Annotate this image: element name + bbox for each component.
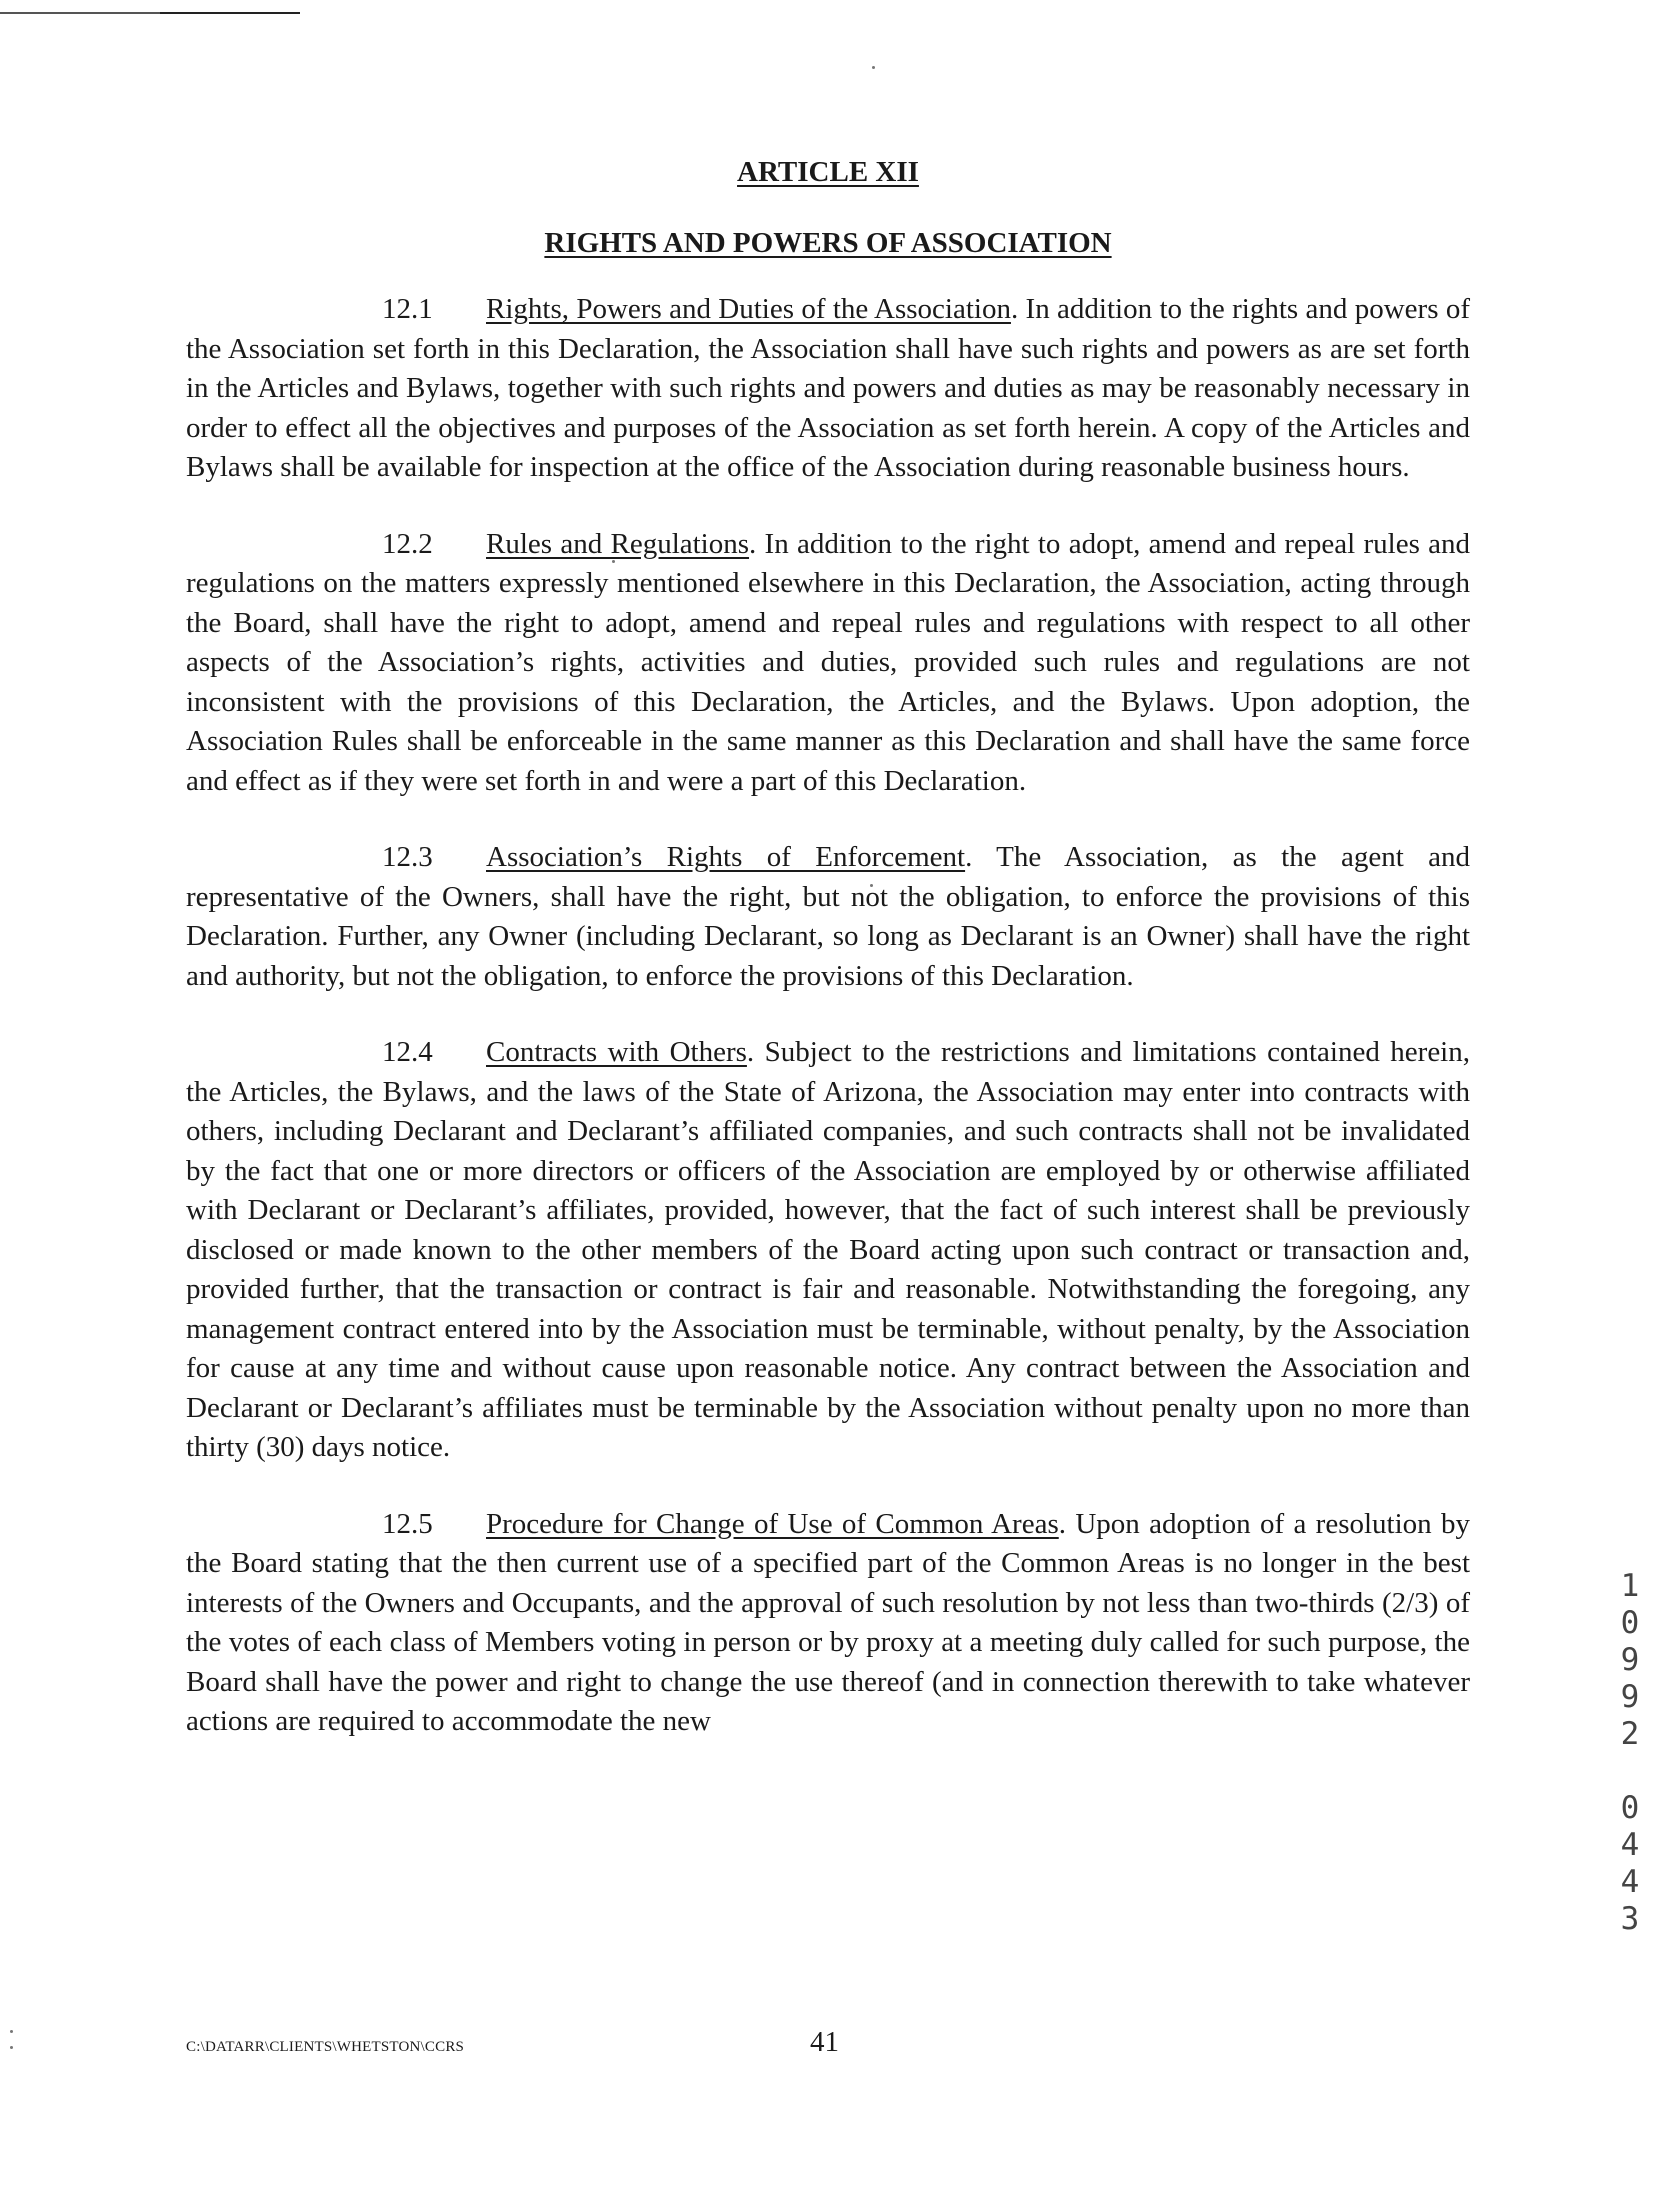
footer-file-path: C:\DATARR\CLIENTS\WHETSTON\CCRS bbox=[186, 2039, 465, 2055]
section-title: Contracts with Others bbox=[486, 1036, 747, 1068]
stamp-digit: 9 bbox=[1620, 1642, 1640, 1678]
section-12-5 bbox=[186, 1505, 1470, 1742]
article-title: RIGHTS AND POWERS OF ASSOCIATION bbox=[544, 227, 1112, 259]
document-page bbox=[186, 150, 1470, 1742]
scan-edge-line-dark bbox=[160, 12, 300, 14]
section-number: 12.2 bbox=[382, 527, 433, 560]
stamp-digit: 4 bbox=[1620, 1864, 1640, 1900]
section-number: 12.5 bbox=[382, 1507, 433, 1540]
section-12-2 bbox=[186, 525, 1470, 802]
section-title: Rights, Powers and Duties of the Association bbox=[486, 293, 1011, 325]
scan-speck bbox=[10, 2030, 13, 2033]
section-body: . Upon adoption of a resolution by the Board stating that the then current use of a specified part of the Common Areas is no longer in the best interests of the Owners and Occupants, and the approval of such resolution by not less than two-thirds (2/3) of the votes of each class of Members voting in person or by proxy at a meeting duly called for such purpose, the Board shall have the power and right to change the use thereof (and in connection therewith to take whatever actions are required to accommodate the new bbox=[186, 1507, 1470, 1737]
stamp-digit: 3 bbox=[1620, 1901, 1640, 1937]
scan-speck bbox=[10, 2046, 13, 2049]
section-12-3 bbox=[186, 838, 1470, 996]
section-body: . In addition to the right to adopt, amend and repeal rules and regulations on the matters expressly mentioned elsewhere in this Declaration, the Association, acting through the Board, shall have the right to adopt, amend and repeal rules and regulations with respect to all other aspects of the Association’s rights, activities and duties, provided such rules and regulations are not inconsistent with the provisions of this Declaration, the Articles, and the Bylaws. Upon adoption, the Association Rules shall be enforceable in the same manner as this Declaration and shall have the same force and effect as if they were set forth in and were a part of this Declaration. bbox=[186, 527, 1470, 797]
section-number: 12.1 bbox=[382, 293, 433, 325]
stamp-digit: 0 bbox=[1620, 1790, 1640, 1826]
stamp-digit: 2 bbox=[1620, 1716, 1640, 1752]
stamp-digit: 1 bbox=[1620, 1568, 1640, 1604]
section-body: . Subject to the restrictions and limitations contained herein, the Articles, the Bylaws, and the laws of the State of Arizona, the Association may enter into contracts with others, including Declarant and Declarant’s affiliated companies, and such contracts shall not be invalidated by the fact that one or more directors or officers of the Association are employed by or otherwise affiliated with Declarant or Declarant’s affiliates, provided, however, that the fact of such interest shall be previously disclosed or made known to the other members of the Board acting upon such contract or transaction and, provided further, that the transaction or contract is fair and reasonable. Notwithstanding the foregoing, any management contract entered into by the Association must be terminable, without penalty, by the Association for cause at any time and without cause upon reasonable notice. Any contract between the Association and Declarant or Declarant’s affiliates must be terminable by the Association without penalty upon no more than thirty (30) days notice. bbox=[186, 1036, 1470, 1463]
section-12-1 bbox=[186, 290, 1470, 488]
stamp-digit: 0 bbox=[1620, 1605, 1640, 1641]
section-number: 12.3 bbox=[382, 841, 433, 873]
stamp-digit: 4 bbox=[1620, 1827, 1640, 1863]
section-body: . The Association, as the agent and representative of the Owners, shall have the right, but not the obligation, to enforce the provisions of this Declaration. Further, any Owner (including Declarant, so long as Declarant is an Owner) shall have the right and authority, but not the obligation, to enforce the provisions of this Declaration. bbox=[186, 841, 1470, 992]
section-body: . In addition to the rights and powers of the Association set forth in this Declaration, the Association shall have such rights and powers as are set forth in the Articles and Bylaws, together with such rights and powers and duties as may be reasonably necessary in order to effect all the objectives and purposes of the Association as set forth herein. A copy of the Articles and Bylaws shall be available for inspection at the office of the Association during reasonable business hours. bbox=[186, 293, 1470, 483]
section-title: Rules and Regulations bbox=[486, 527, 750, 560]
stamp-gap bbox=[1610, 1753, 1650, 1790]
recording-stamp bbox=[1610, 1568, 1650, 1938]
section-number: 12.4 bbox=[382, 1036, 433, 1068]
scan-speck bbox=[872, 66, 875, 69]
page-number: 41 bbox=[810, 2026, 839, 2058]
stamp-digit: 9 bbox=[1620, 1679, 1640, 1715]
section-title: Association’s Rights of Enforcement bbox=[486, 841, 966, 873]
section-12-4 bbox=[186, 1033, 1470, 1468]
article-heading: ARTICLE XII bbox=[737, 156, 919, 188]
section-title: Procedure for Change of Use of Common Areas bbox=[486, 1507, 1059, 1540]
